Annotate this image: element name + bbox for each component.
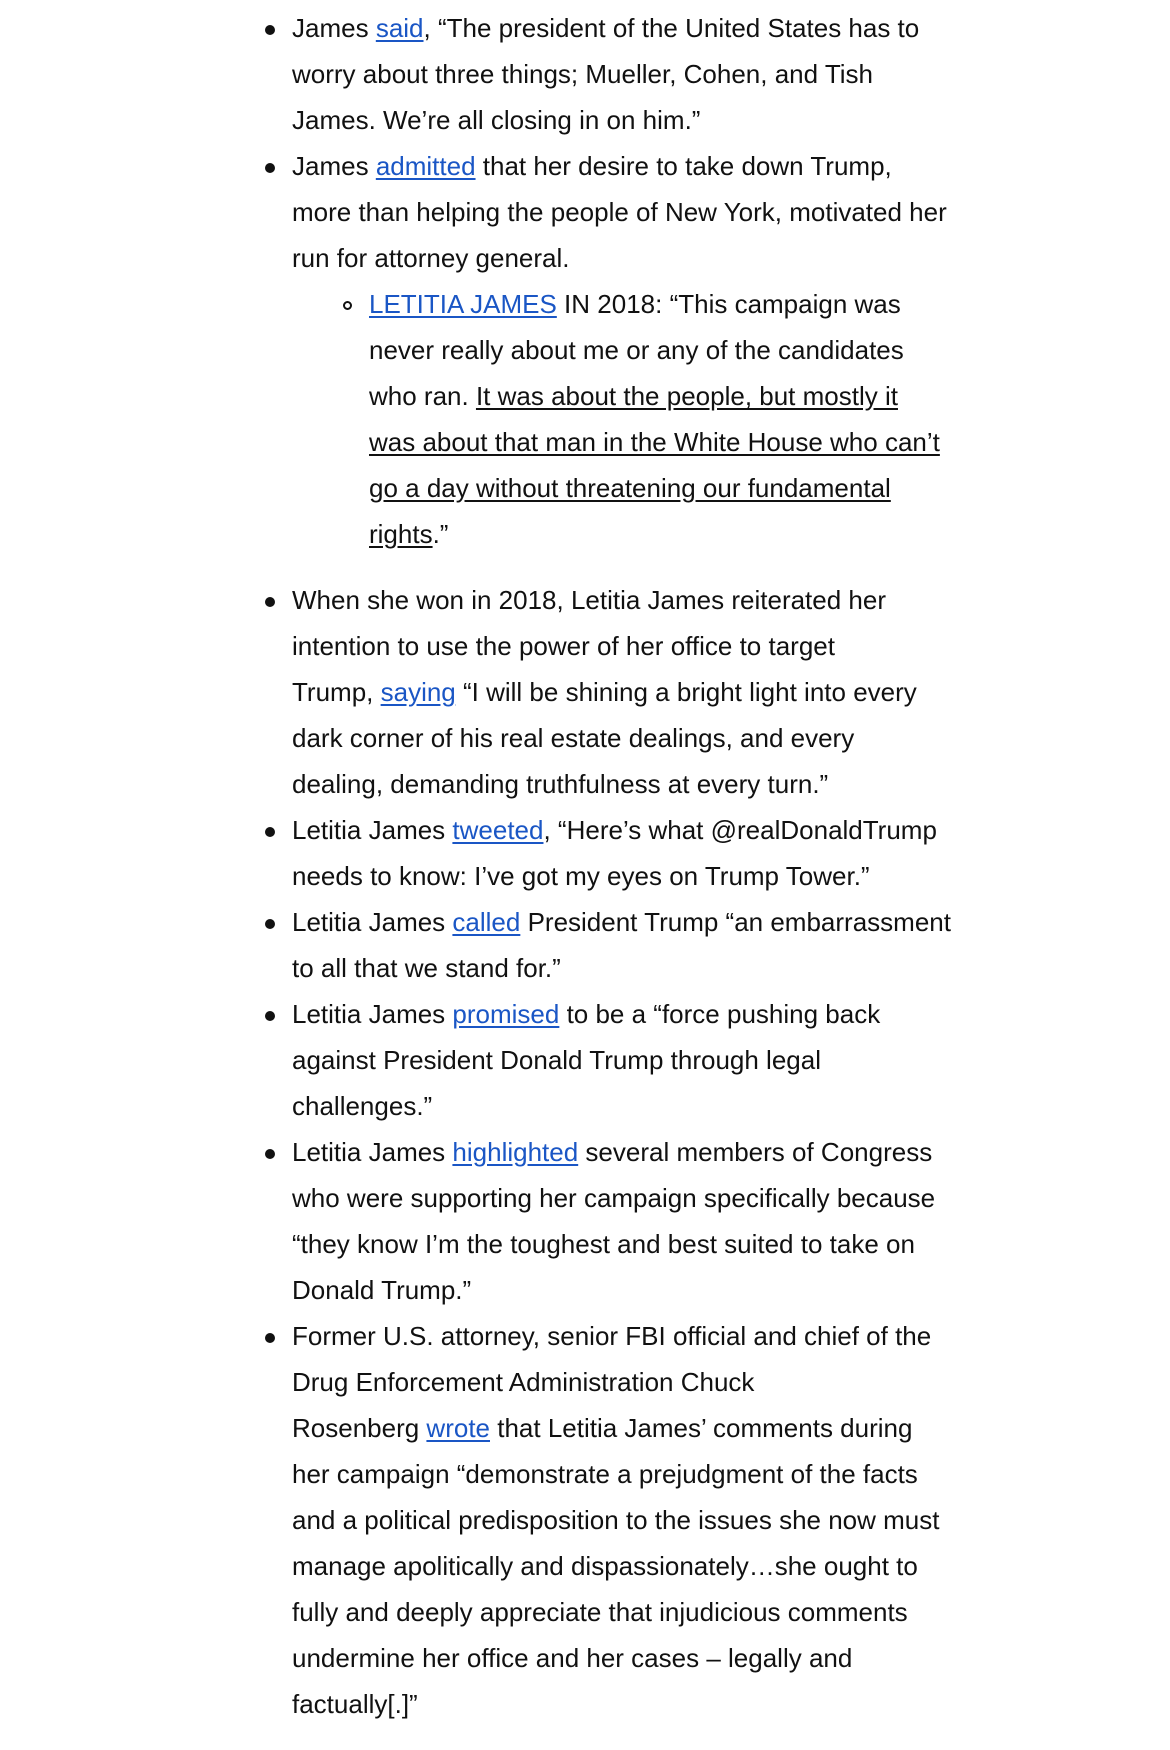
text-span: dark corner of his real estate dealings, and every	[292, 723, 855, 753]
text-span: James	[292, 13, 376, 43]
text-span: that her desire to take down Trump,	[475, 151, 892, 181]
text-line	[292, 5, 919, 51]
text-span: When she won in 2018, Letitia James reiterated her	[292, 585, 887, 615]
text-span: several members of Congress	[578, 1137, 933, 1167]
text-line	[292, 1497, 939, 1543]
text-line	[292, 669, 917, 715]
text-line	[369, 419, 940, 465]
text-span: James	[292, 151, 376, 181]
bullet-marker	[265, 919, 275, 929]
text-span: , “Here’s what @realDonaldTrump	[543, 815, 937, 845]
text-span: needs to know: I’ve got my eyes on Trump Tower.”	[292, 861, 870, 891]
bullet-marker	[265, 163, 275, 173]
text-line	[292, 1313, 931, 1359]
text-span: manage apolitically and dispassionately…she ought to	[292, 1551, 918, 1581]
text-line	[292, 97, 700, 143]
source-link[interactable]: LETITIA JAMES	[369, 289, 557, 319]
text-line	[292, 1221, 915, 1267]
text-span: undermine her office and her cases – legally and	[292, 1643, 853, 1673]
text-span: IN 2018: “This campaign was	[556, 289, 901, 319]
text-span: to all that we stand for.”	[292, 953, 561, 983]
source-link[interactable]: tweeted	[452, 815, 544, 845]
source-link[interactable]: admitted	[375, 151, 476, 181]
text-line	[292, 1405, 912, 1451]
text-span: Donald Trump.”	[292, 1275, 472, 1305]
text-line	[292, 1589, 908, 1635]
text-span: challenges.”	[292, 1091, 433, 1121]
bullet-marker	[265, 1011, 275, 1021]
source-link[interactable]: wrote	[426, 1413, 490, 1443]
text-span: factually[.]”	[292, 1689, 418, 1719]
text-line	[292, 1129, 932, 1175]
text-span: never really about me or any of the candidates	[369, 335, 904, 365]
text-span: her campaign “demonstrate a prejudgment of the facts	[292, 1459, 918, 1489]
text-line	[369, 373, 898, 419]
bullet-marker	[265, 827, 275, 837]
text-line	[369, 327, 904, 373]
text-line	[292, 899, 951, 945]
text-line	[292, 945, 561, 991]
text-line	[369, 465, 891, 511]
text-line	[292, 1359, 754, 1405]
text-line	[292, 853, 870, 899]
source-link[interactable]: called	[452, 907, 521, 937]
text-line	[292, 1267, 471, 1313]
text-span: who ran.	[369, 381, 476, 411]
text-span: .”	[432, 519, 449, 549]
underlined-quote: It was about the people, but mostly it	[475, 381, 898, 411]
bullet-marker	[265, 1333, 275, 1343]
text-span: Trump,	[292, 677, 381, 707]
text-line	[369, 511, 448, 557]
text-span: run for attorney general.	[292, 243, 570, 273]
underlined-quote: go a day without threatening our fundamental	[369, 473, 891, 503]
text-line	[292, 235, 570, 281]
text-line	[292, 807, 937, 853]
underlined-quote: was about that man in the White House who can’t	[369, 427, 940, 457]
text-span: intention to use the power of her office to target	[292, 631, 835, 661]
text-span: “I will be shining a bright light into every	[455, 677, 917, 707]
text-line	[292, 143, 892, 189]
text-span: to be a “force pushing back	[559, 999, 881, 1029]
source-link[interactable]: promised	[452, 999, 560, 1029]
text-span: and a political predisposition to the issues she now must	[292, 1505, 940, 1535]
sub-bullet-marker	[343, 301, 352, 310]
text-line	[292, 623, 835, 669]
text-span: Letitia James	[292, 907, 453, 937]
text-span: Letitia James	[292, 1137, 453, 1167]
text-span: dealing, demanding truthfulness at every turn.”	[292, 769, 829, 799]
text-line	[292, 1175, 935, 1221]
text-line	[292, 51, 873, 97]
text-line	[292, 991, 880, 1037]
text-line	[292, 1635, 852, 1681]
text-line	[292, 1681, 418, 1727]
bullet-marker	[265, 25, 275, 35]
text-line	[292, 1083, 432, 1129]
text-line	[292, 1543, 918, 1589]
text-span: Letitia James	[292, 999, 453, 1029]
text-line	[292, 1451, 918, 1497]
text-line	[292, 761, 828, 807]
text-line	[292, 1037, 821, 1083]
text-span: President Trump “an embarrassment	[520, 907, 951, 937]
text-span: Rosenberg	[292, 1413, 427, 1443]
text-line	[369, 281, 901, 327]
underlined-quote: rights	[369, 519, 433, 549]
text-span: Letitia James	[292, 815, 453, 845]
text-span: Former U.S. attorney, senior FBI official and chief of the	[292, 1321, 932, 1351]
text-span: , “The president of the United States has to	[423, 13, 920, 43]
source-link[interactable]: saying	[380, 677, 456, 707]
text-line	[292, 577, 886, 623]
text-span: worry about three things; Mueller, Cohen, and Tish	[292, 59, 873, 89]
text-span: “they know I’m the toughest and best suited to take on	[292, 1229, 915, 1259]
text-line	[292, 189, 947, 235]
text-span: James. We’re all closing in on him.”	[292, 105, 701, 135]
text-span: against President Donald Trump through legal	[292, 1045, 821, 1075]
text-line	[292, 715, 854, 761]
bullet-marker	[265, 1149, 275, 1159]
text-span: Drug Enforcement Administration Chuck	[292, 1367, 755, 1397]
source-link[interactable]: said	[375, 13, 424, 43]
text-span: more than helping the people of New York, motivated her	[292, 197, 947, 227]
text-span: who were supporting her campaign specifically because	[292, 1183, 936, 1213]
bullet-marker	[265, 597, 275, 607]
text-span: that Letitia James’ comments during	[490, 1413, 913, 1443]
text-span: fully and deeply appreciate that injudicious comments	[292, 1597, 908, 1627]
source-link[interactable]: highlighted	[452, 1137, 579, 1167]
